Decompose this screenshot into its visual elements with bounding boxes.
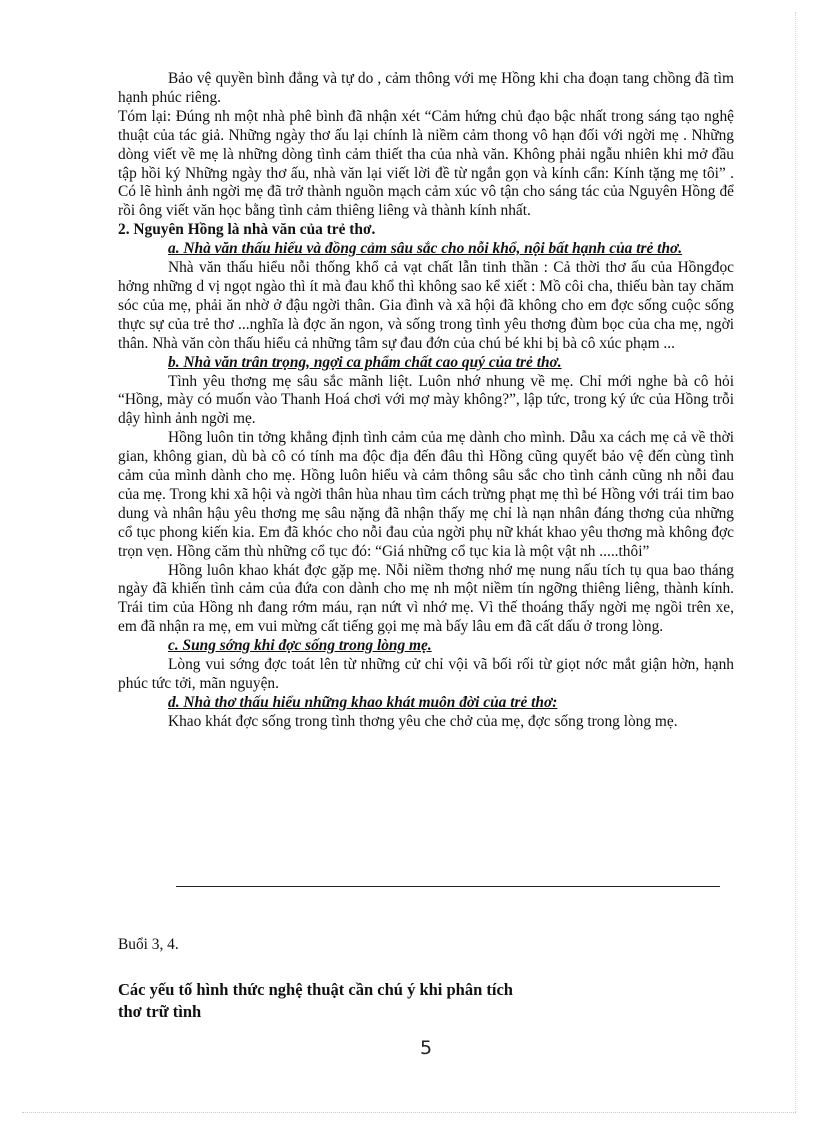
paragraph: Hồng luôn khao khát đợc gặp mẹ. Nỗi niềm thơng nhớ mẹ nung nấu tích tụ qua bao tháng ngày đã khiến tình cảm của đứa con dành cho mẹ nh một niềm tín ngỡng thiêng liêng, thành kính. Trái tim của Hồng nh đang rớm máu, rạn nứt vì nhớ mẹ. Vì thế thoáng thấy ngời mẹ ngồi trên xe, em đã nhận ra mẹ, em vui mừng cất tiếng gọi mẹ mà bấy lâu em đã cất dấu ở trong lòng. xyxy=(118,561,734,636)
body-text xyxy=(118,70,734,732)
paragraph: Hồng luôn tin tởng khẳng định tình cảm của mẹ dành cho mình. Dẫu xa cách mẹ cả về thời gian, không gian, dù bà cô có tính ma độc địa đến đâu thì Hồng cũng quyết bảo vệ đến cùng tình cảm của mình dành cho mẹ. Hồng luôn hiểu và cảm thông sâu sắc cho tình cảnh cũng nh nỗi đau của mẹ. Trong khi xã hội và ngời thân hùa nhau tìm cách trừng phạt mẹ thì bé Hồng với trái tim bao dung và nhân hậu yêu thơng mẹ sâu nặng đã nhận thấy mẹ chỉ là nạn nhân đáng thơng của những cổ tục phong kiến kia. Em đã khóc cho nỗi đau của ngời phụ nữ khát khao yêu thơng mà không đợc trọn vẹn. Hồng căm thù những cổ tục đó: “Giá những cổ tục kia là một vật nh .....thôi” xyxy=(118,429,734,560)
page-border-right xyxy=(795,12,796,1112)
paragraph: Bảo vệ quyền bình đẳng và tự do , cảm thông với mẹ Hồng khi cha đoạn tang chồng đã tìm hạnh phúc riêng. xyxy=(118,70,734,106)
paragraph: Lòng vui sớng đợc toát lên từ những cử chỉ vội vã bối rối từ giọt nớc mắt giận hờn, hạnh phúc tức tởi, mãn nguyện. xyxy=(118,656,734,692)
subsection-heading: b. Nhà văn trân trọng, ngợi ca phẩm chất cao quý của trẻ thơ. xyxy=(168,353,562,371)
horizontal-divider xyxy=(176,886,720,887)
paragraph: Khao khát đợc sống trong tình thơng yêu che chở của mẹ, đợc sống trong lòng mẹ. xyxy=(168,712,678,730)
page-border-bottom xyxy=(22,1112,796,1113)
subsection-heading: c. Sung sớng khi đợc sống trong lòng mẹ. xyxy=(168,637,432,655)
page-number: 5 xyxy=(419,1037,433,1059)
section-heading: 2. Nguyên Hồng là nhà văn của trẻ thơ. xyxy=(118,221,376,239)
subsection-heading: d. Nhà thơ thấu hiểu những khao khát muôn đời của trẻ thơ: xyxy=(168,693,558,711)
session-label: Buổi 3, 4. xyxy=(118,936,179,953)
section-title: Các yếu tố hình thức nghệ thuật cần chú ý khi phân tích thơ trữ tình xyxy=(118,980,513,1021)
paragraph: Nhà văn thấu hiểu nỗi thống khổ cả vạt chất lẫn tinh thần : Cả thời thơ ấu của Hồngđọc hởng những d vị ngọt ngào thì ít mà đau khổ thì không sao kể xiết : Mồ côi cha, thiếu bàn tay chăm sóc của mẹ, phải ăn nhờ ở đậu ngời thân. Gia đình và xã hội đã không cho em đợc sống cuộc sống thực sự của trẻ thơ ...nghĩa là đợc ăn ngon, và sống trong tình yêu thơng đùm bọc của cha mẹ, ngời thân. Nhà văn còn thấu hiểu cả những tâm sự đau đớn của chú bé khi bị bà cô xúc phạm ... xyxy=(118,259,734,352)
paragraph: Tình yêu thơng mẹ sâu sắc mãnh liệt. Luôn nhớ nhung về mẹ. Chỉ mới nghe bà cô hỏi “Hồng, mày có muốn vào Thanh Hoá chơi với mợ mày không?”, lập tức, trong ký ức của Hồng trỗi dậy hình ảnh ngời mẹ. xyxy=(118,372,734,428)
subsection-heading: a. Nhà văn thấu hiểu và đồng cảm sâu sắc cho nỗi khổ, nội bất hạnh của trẻ thơ. xyxy=(168,240,683,258)
paragraph: Tóm lại: Đúng nh một nhà phê bình đã nhận xét “Cảm hứng chủ đạo bậc nhất trong sáng tạo nghệ thuật của tác giả. Những ngày thơ ấu lại chính là niềm cảm thong vô hạn đối với ngời mẹ . Những dòng viết về mẹ là những dòng tình cảm thiết tha của nhà văn. Không phải ngẫu nhiên khi mở đầu tập hồi ký Những ngày thơ ấu, nhà văn lại viết lời đề từ ngắn gọn và kính cẩn: Kính tặng mẹ tôi” . Có lẽ hình ảnh ngời mẹ đã trở thành nguồn mạch cảm xúc vô tận cho sáng tác của Nguyên Hồng để rồi ông viết văn học bằng tình cảm thiêng liêng và thành kính nhất. xyxy=(118,107,734,220)
